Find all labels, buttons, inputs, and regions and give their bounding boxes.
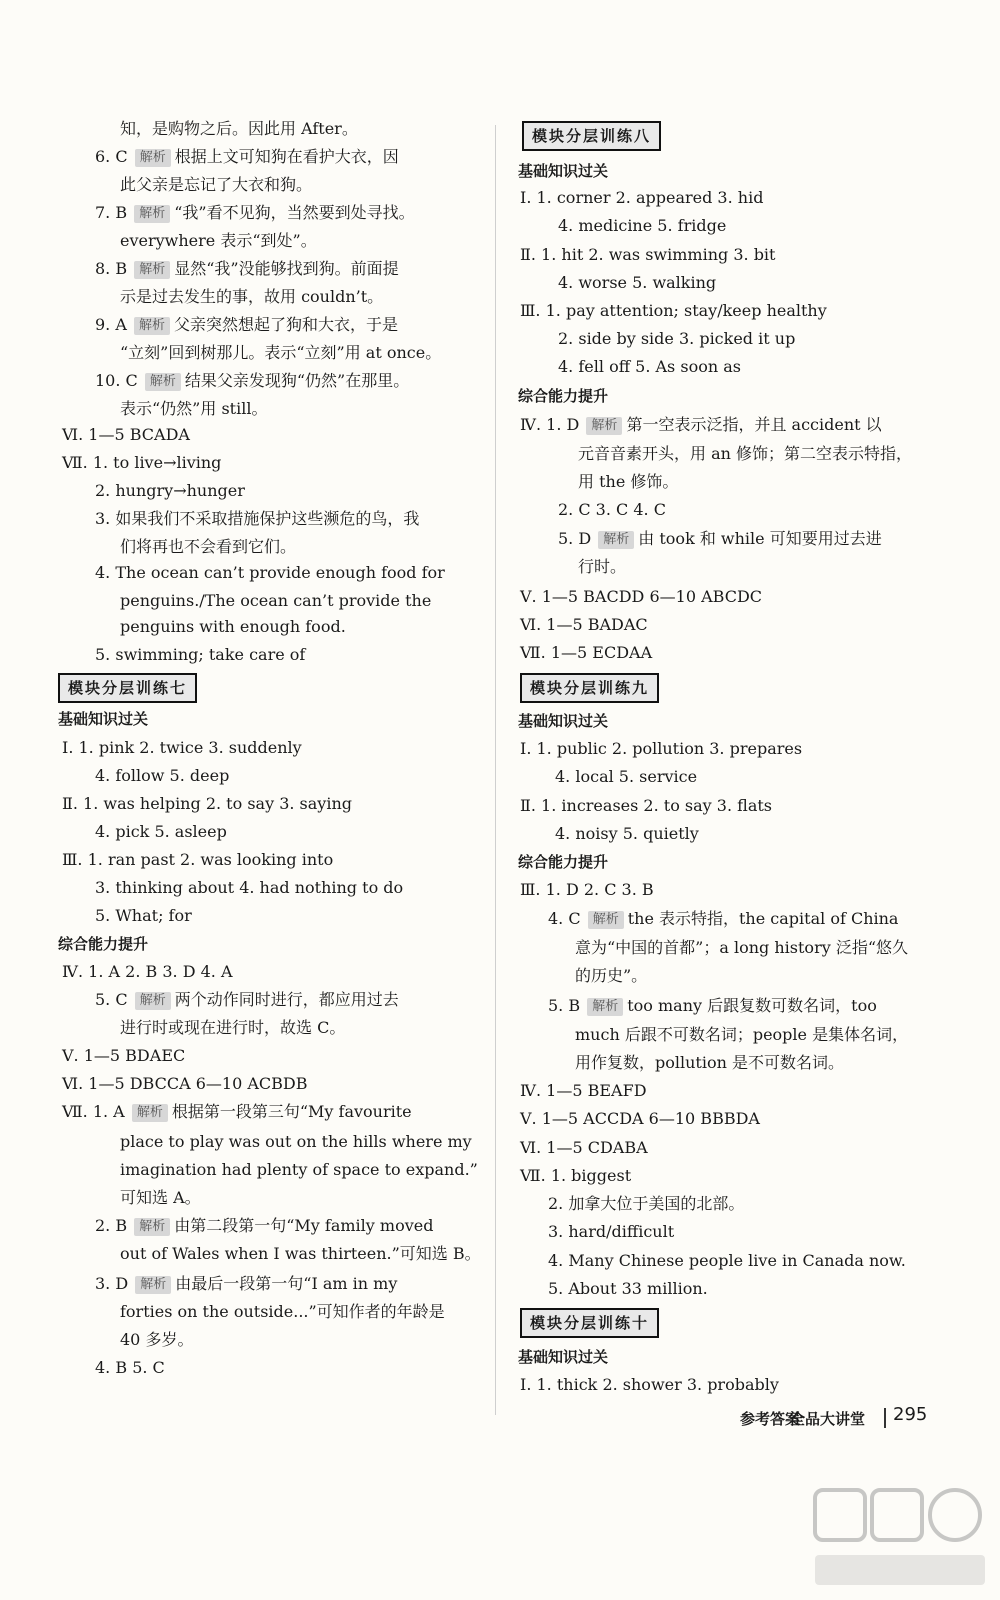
footer-answers-label: 参考答案 bbox=[740, 1410, 801, 1428]
answer-line: Ⅰ. 1. public 2. pollution 3. prepares bbox=[520, 739, 803, 758]
footer-brand: 全品大讲堂 bbox=[790, 1410, 866, 1428]
answer-line: 们将再也不会看到它们。 bbox=[120, 537, 297, 556]
answer-line: 4. C 解析 the 表示特指，the capital of China bbox=[548, 909, 899, 928]
answer-line: Ⅴ. 1—5 BACDD 6—10 ABCDC bbox=[520, 587, 763, 606]
answer-line: 表示“仍然”用 still。 bbox=[120, 399, 268, 418]
answer-line: Ⅴ. 1—5 BDAEC bbox=[62, 1046, 186, 1065]
answer-line: 行时。 bbox=[578, 557, 627, 576]
answer-line: 4. noisy 5. quietly bbox=[555, 824, 699, 843]
subsection-heading: 基础知识过关 bbox=[58, 710, 149, 728]
answer-line: 4. pick 5. asleep bbox=[95, 822, 227, 841]
footer-separator bbox=[884, 1408, 886, 1428]
section-header: 模块分层训练十 bbox=[520, 1308, 659, 1338]
answer-line: much 后跟不可数名词；people 是集体名词， bbox=[575, 1025, 909, 1044]
answer-line: Ⅵ. 1—5 DBCCA 6—10 ACBDB bbox=[62, 1074, 308, 1093]
analysis-tag: 解析 bbox=[134, 317, 170, 335]
answer-line: 意为“中国的首都”；a long history 泛指“悠久 bbox=[575, 938, 909, 957]
answer-line: 此父亲是忘记了大衣和狗。 bbox=[120, 175, 313, 194]
answer-line: Ⅵ. 1—5 CDABA bbox=[520, 1138, 648, 1157]
watermark-logo-icon bbox=[810, 1485, 990, 1595]
subsection-heading: 综合能力提升 bbox=[518, 853, 609, 871]
answer-line: everywhere 表示“到处”。 bbox=[120, 231, 317, 250]
subsection-heading: 综合能力提升 bbox=[518, 387, 609, 405]
answer-line: 3. hard/difficult bbox=[548, 1222, 675, 1241]
answer-line: 5. swimming; take care of bbox=[95, 645, 306, 664]
answer-line: Ⅶ. 1. A 解析 根据第一段第三句“My favourite bbox=[62, 1102, 412, 1121]
answer-line: Ⅰ. 1. corner 2. appeared 3. hid bbox=[520, 188, 764, 207]
answer-line: Ⅱ. 1. increases 2. to say 3. flats bbox=[520, 796, 772, 815]
answer-line: forties on the outside...”可知作者的年龄是 bbox=[120, 1302, 445, 1321]
answer-line: 元音音素开头，用 an 修饰；第二空表示特指， bbox=[578, 444, 913, 463]
answer-line: out of Wales when I was thirteen.”可知选 B。 bbox=[120, 1244, 481, 1263]
answer-line: Ⅵ. 1—5 BADAC bbox=[520, 615, 648, 634]
analysis-tag: 解析 bbox=[132, 1104, 168, 1122]
answer-line: Ⅲ. 1. D 2. C 3. B bbox=[520, 880, 654, 899]
analysis-tag: 解析 bbox=[586, 417, 622, 435]
page-number: 295 bbox=[893, 1404, 928, 1425]
subsection-heading: 基础知识过关 bbox=[518, 712, 609, 730]
answer-line: 4. follow 5. deep bbox=[95, 766, 230, 785]
answer-line: 3. D 解析 由最后一段第一句“I am in my bbox=[95, 1274, 398, 1293]
answer-line: Ⅰ. 1. pink 2. twice 3. suddenly bbox=[62, 738, 302, 757]
answer-line: 3. thinking about 4. had nothing to do bbox=[95, 878, 404, 897]
analysis-tag: 解析 bbox=[588, 911, 624, 929]
answer-line: penguins with enough food. bbox=[120, 617, 346, 636]
answer-line: 4. The ocean can’t provide enough food for bbox=[95, 563, 445, 582]
answer-line: Ⅵ. 1—5 BCADA bbox=[62, 425, 190, 444]
answer-line: 的历史”。 bbox=[575, 966, 648, 985]
subsection-heading: 基础知识过关 bbox=[518, 162, 609, 180]
answer-line: Ⅶ. 1—5 ECDAA bbox=[520, 643, 653, 662]
analysis-tag: 解析 bbox=[587, 998, 623, 1016]
answer-line: 5. About 33 million. bbox=[548, 1279, 708, 1298]
answer-line: 6. C 解析 根据上文可知狗在看护大衣，因 bbox=[95, 147, 399, 166]
analysis-tag: 解析 bbox=[134, 261, 170, 279]
answer-line: Ⅳ. 1. A 2. B 3. D 4. A bbox=[62, 962, 233, 981]
answer-line: 进行时或现在进行时，故选 C。 bbox=[120, 1018, 346, 1037]
answer-line: 4. fell off 5. As soon as bbox=[558, 357, 741, 376]
answer-line: 知，是购物之后。因此用 After。 bbox=[120, 119, 358, 138]
answer-line: 2. B 解析 由第二段第一句“My family moved bbox=[95, 1216, 434, 1235]
section-header: 模块分层训练七 bbox=[58, 673, 197, 703]
answer-line: 4. worse 5. walking bbox=[558, 273, 717, 292]
answer-line: penguins./The ocean can’t provide the bbox=[120, 591, 432, 610]
analysis-tag: 解析 bbox=[134, 205, 170, 223]
column-divider bbox=[495, 125, 496, 1415]
answer-line: “立刻”回到树那儿。表示“立刻”用 at once。 bbox=[120, 343, 442, 362]
subsection-heading: 基础知识过关 bbox=[518, 1348, 609, 1366]
analysis-tag: 解析 bbox=[145, 373, 181, 391]
answer-line: 2. C 3. C 4. C bbox=[558, 500, 666, 519]
answer-line: 40 多岁。 bbox=[120, 1330, 194, 1349]
answer-line: Ⅲ. 1. ran past 2. was looking into bbox=[62, 850, 334, 869]
answer-line: 4. medicine 5. fridge bbox=[558, 216, 727, 235]
answer-line: Ⅰ. 1. thick 2. shower 3. probably bbox=[520, 1375, 779, 1394]
answer-line: Ⅳ. 1. D 解析 第一空表示泛指，并且 accident 以 bbox=[520, 415, 882, 434]
answer-line: Ⅱ. 1. was helping 2. to say 3. saying bbox=[62, 794, 352, 813]
analysis-tag: 解析 bbox=[135, 992, 171, 1010]
answer-line: 4. Many Chinese people live in Canada now. bbox=[548, 1251, 906, 1270]
subsection-heading: 综合能力提升 bbox=[58, 935, 149, 953]
answer-line: Ⅴ. 1—5 ACCDA 6—10 BBBDA bbox=[520, 1109, 760, 1128]
answer-line: 用 the 修饰。 bbox=[578, 472, 679, 491]
answer-line: 可知选 A。 bbox=[120, 1188, 201, 1207]
answer-line: Ⅲ. 1. pay attention; stay/keep healthy bbox=[520, 301, 827, 320]
answer-line: 2. 加拿大位于美国的北部。 bbox=[548, 1194, 745, 1213]
answer-line: Ⅶ. 1. to live→living bbox=[62, 453, 222, 472]
answer-line: place to play was out on the hills where my bbox=[120, 1132, 472, 1151]
answer-line: 5. B 解析 too many 后跟复数可数名词，too bbox=[548, 996, 877, 1015]
analysis-tag: 解析 bbox=[598, 531, 634, 549]
answer-line: 5. D 解析 由 took 和 while 可知要用过去进 bbox=[558, 529, 882, 548]
section-header: 模块分层训练八 bbox=[522, 121, 661, 151]
answer-line: 10. C 解析 结果父亲发现狗“仍然”在那里。 bbox=[95, 371, 410, 390]
answer-line: 2. hungry→hunger bbox=[95, 481, 245, 500]
analysis-tag: 解析 bbox=[135, 1276, 171, 1294]
answer-line: Ⅳ. 1—5 BEAFD bbox=[520, 1081, 647, 1100]
section-header: 模块分层训练九 bbox=[520, 673, 659, 703]
answer-line: 4. B 5. C bbox=[95, 1358, 165, 1377]
answer-line: 8. B 解析 显然“我”没能够找到狗。前面提 bbox=[95, 259, 399, 278]
answer-line: 用作复数，pollution 是不可数名词。 bbox=[575, 1053, 844, 1072]
answer-line: imagination had plenty of space to expand.” bbox=[120, 1160, 478, 1179]
answer-line: 7. B 解析 “我”看不见狗，当然要到处寻找。 bbox=[95, 203, 415, 222]
answer-line: Ⅱ. 1. hit 2. was swimming 3. bit bbox=[520, 245, 776, 264]
answer-line: 3. 如果我们不采取措施保护这些濒危的鸟，我 bbox=[95, 509, 420, 528]
analysis-tag: 解析 bbox=[134, 1218, 170, 1236]
answer-line: 2. side by side 3. picked it up bbox=[558, 329, 796, 348]
answer-line: Ⅶ. 1. biggest bbox=[520, 1166, 632, 1185]
answer-line: 5. What; for bbox=[95, 906, 192, 925]
answer-line: 9. A 解析 父亲突然想起了狗和大衣，于是 bbox=[95, 315, 399, 334]
analysis-tag: 解析 bbox=[135, 149, 171, 167]
answer-line: 4. local 5. service bbox=[555, 767, 698, 786]
answer-line: 示是过去发生的事，故用 couldn’t。 bbox=[120, 287, 384, 306]
answer-line: 5. C 解析 两个动作同时进行，都应用过去 bbox=[95, 990, 399, 1009]
